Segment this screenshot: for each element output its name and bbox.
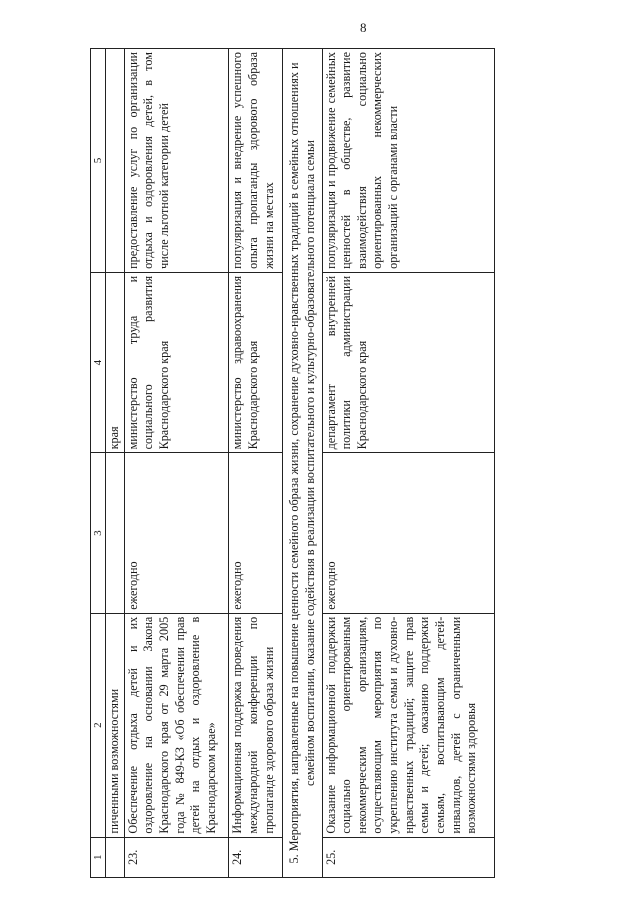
table-row: [124, 49, 229, 878]
header-col-4: 4: [91, 272, 106, 453]
table-row: [229, 49, 283, 878]
header-col-2: 2: [91, 613, 106, 837]
row-executor: департамент внутренней политики администрации Краснодарского края: [322, 272, 494, 453]
header-row: [91, 49, 106, 878]
table-row: [322, 49, 494, 878]
continuation-period: [106, 453, 125, 613]
continuation-row: [106, 49, 125, 878]
section-row: [283, 49, 322, 878]
row-result: предоставление услуг по организации отдыха и оздоровления детей, в том числе льготной категории детей: [124, 49, 229, 273]
header-col-1: 1: [91, 837, 106, 877]
continuation-num: [106, 837, 125, 877]
page-number: 8: [360, 20, 367, 35]
continuation-activity: пиченными возможностями: [106, 613, 125, 837]
header-col-3: 3: [91, 453, 106, 613]
row-period: ежегодно: [229, 453, 283, 613]
row-result: популяризация и продвижение семейных ценностей в обществе, развитие взаимодействия социально ориентированных некоммерческих организаций с органами власти: [322, 49, 494, 273]
row-executor: министерство здравоохранения Краснодарского края: [229, 272, 283, 453]
row-number: 24.: [229, 837, 283, 877]
row-activity: Обеспечение отдыха детей и их оздоровление на основании Закона Краснодарского края от 29 марта 2005 года № 849-КЗ «Об обеспечении прав детей на отдых и оздоровление в Краснодарском крае»: [124, 613, 229, 837]
row-executor: министерство труда и социального развития Краснодарского края: [124, 272, 229, 453]
measures-table-rotated: [90, 48, 495, 878]
row-number: 23.: [124, 837, 229, 877]
section-title: 5. Мероприятия, направленные на повышение ценности семейного образа жизни, сохранение духовно-нравственных традиций в семейных отношениях и семейном воспитании, оказание содействия в реализации воспитательного и культурно-образовательного потенциала семьи: [283, 49, 322, 878]
header-col-5: 5: [91, 49, 106, 273]
continuation-result: [106, 49, 125, 273]
row-period: ежегодно: [322, 453, 494, 613]
row-result: популяризация и внедрение успешного опыта пропаганды здорового образа жизни на местах: [229, 49, 283, 273]
continuation-executor: края: [106, 272, 125, 453]
row-number: 25.: [322, 837, 494, 877]
measures-table: [90, 48, 495, 878]
row-activity: Информационная поддержка проведения международной конференции по пропаганде здорового образа жизни: [229, 613, 283, 837]
row-period: ежегодно: [124, 453, 229, 613]
row-activity: Оказание информационной поддержки социально ориентированным некоммерческим организациям, осуществляющим мероприятия по укреплению института семьи и духовно-нравственных традиций; защите прав семьи и детей; оказанию поддержки семьям, воспитывающим детей-инвалидов, детей с ограниченными возможностями здоровья: [322, 613, 494, 837]
